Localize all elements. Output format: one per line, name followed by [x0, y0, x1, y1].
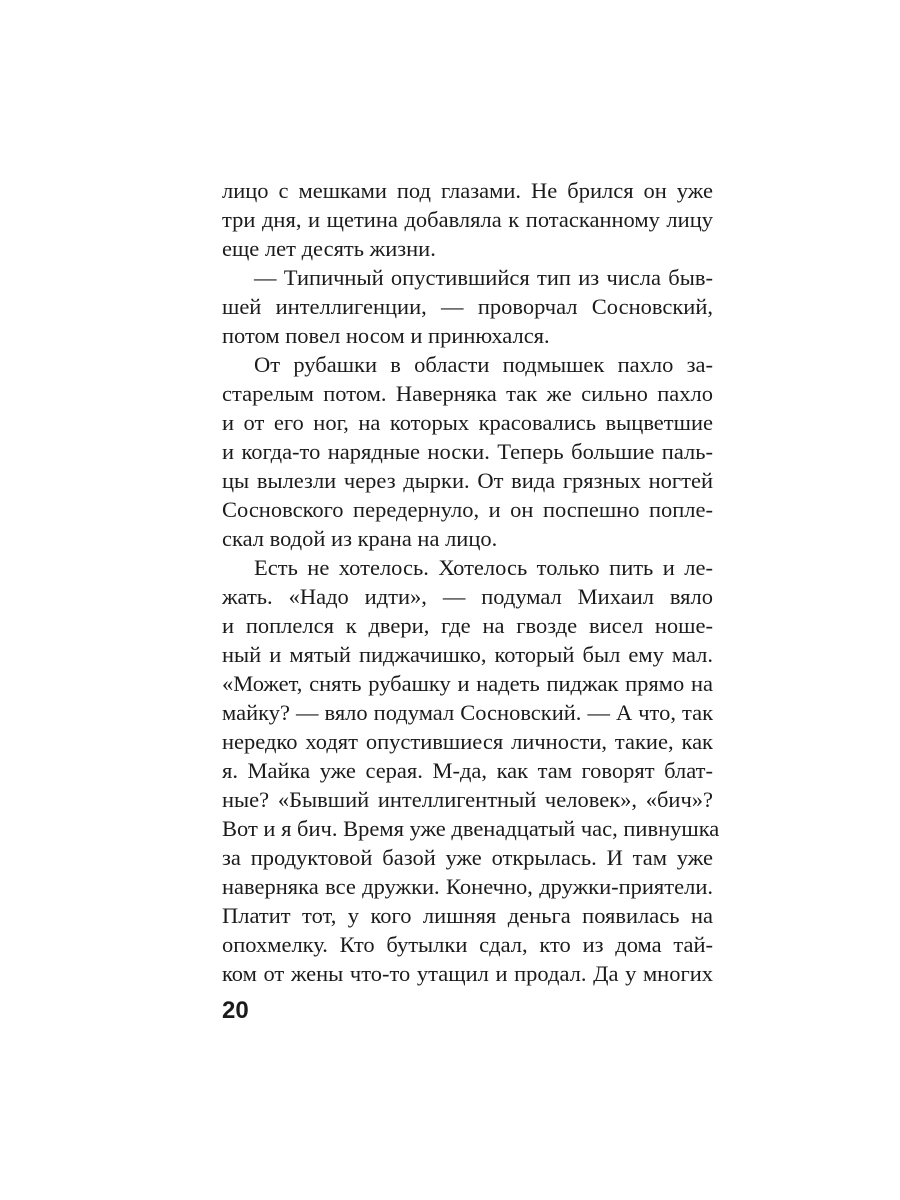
text-line: Вот и я бич. Время уже двенадцатый час, пивнушка [222, 816, 720, 841]
text-line: три дня, и щетина добавляла к потасканному лицу [222, 207, 713, 232]
text-line: и от его ног, на которых красовались выцветшие [222, 410, 713, 435]
text-line: жать. «Надо идти», — подумал Михаил вяло [222, 584, 713, 609]
text-line: «Может, снять рубашку и надеть пиджак прямо на [222, 671, 713, 696]
page-number: 20 [222, 997, 249, 1024]
text-line: нередко ходят опустившиеся личности, такие, как [222, 729, 713, 754]
text-line: — Типичный опустившийся тип из числа быв- [254, 265, 713, 290]
text-line: и когда-то нарядные носки. Теперь большие паль- [222, 439, 713, 464]
text-line: скал водой из крана на лицо. [222, 526, 498, 551]
text-line: ный и мятый пиджачишко, который был ему мал. [222, 642, 713, 667]
text-line: еще лет десять жизни. [222, 236, 436, 261]
text-line: и поплелся к двери, где на гвозде висел ноше- [222, 613, 713, 638]
text-line: я. Майка уже серая. М-да, как там говорят блат- [222, 758, 713, 783]
text-line: майку? — вяло подумал Сосновский. — А что, так [222, 700, 713, 725]
text-line: Сосновского передернуло, и он поспешно попле- [222, 497, 713, 522]
text-line: за продуктовой базой уже открылась. И там уже [222, 845, 713, 870]
text-line: потом повел носом и принюхался. [222, 323, 550, 348]
text-line: Есть не хотелось. Хотелось только пить и ле- [254, 555, 713, 580]
text-line: ные? «Бывший интеллигентный человек», «бич»? [222, 787, 713, 812]
text-line: старелым потом. Наверняка так же сильно пахло [222, 381, 713, 406]
text-line: ком от жены что-то утащил и продал. Да у многих [222, 961, 713, 986]
text-line: опохмелку. Кто бутылки сдал, кто из дома тай- [222, 932, 713, 957]
text-line: лицо с мешками под глазами. Не брился он уже [222, 178, 713, 203]
text-line: цы вылезли через дырки. От вида грязных ногтей [222, 468, 713, 493]
text-line: Платит тот, у кого лишняя деньга появилась на [222, 903, 713, 928]
text-line: наверняка все дружки. Конечно, дружки-приятели. [222, 874, 713, 899]
text-line: От рубашки в области подмышек пахло за- [254, 352, 713, 377]
text-line: шей интеллигенции, — проворчал Сосновский, [222, 294, 713, 319]
